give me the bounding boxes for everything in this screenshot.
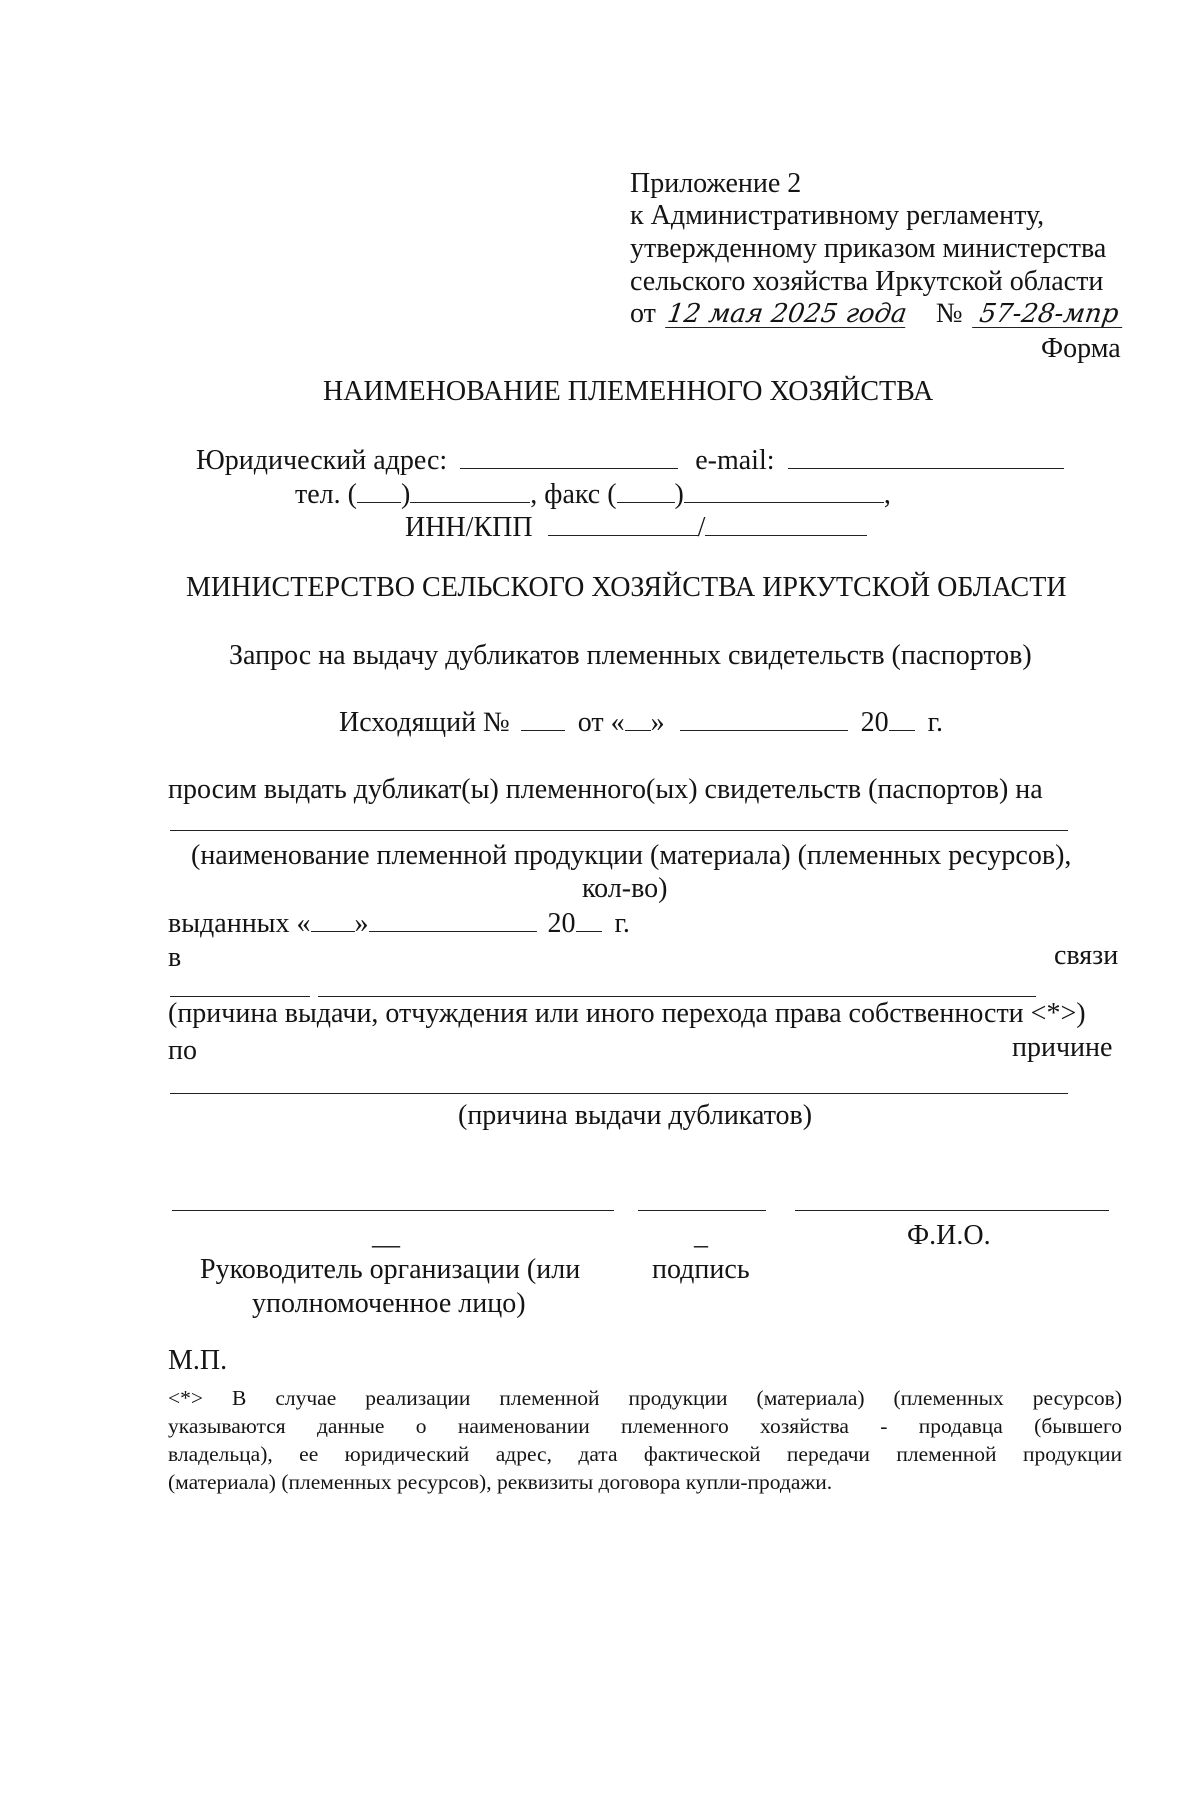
phone-label: тел. ( [295, 479, 357, 510]
inn-label: ИНН/КПП [405, 512, 533, 543]
head-label-line-2: уполномоченное лицо) [252, 1288, 526, 1319]
appendix-date-line [630, 300, 1124, 328]
outgoing-day-field [625, 729, 651, 731]
fax-code-field [617, 501, 675, 503]
outgoing-from: от « [577, 707, 625, 738]
reason-hint: (причина выдачи, отчуждения или иного перехода права собственности <*>) [168, 998, 1086, 1029]
issued-month-field [369, 930, 537, 932]
sign-dash: _ [694, 1220, 708, 1251]
kpp-field [705, 534, 867, 536]
product-field-line [170, 830, 1068, 831]
footnote-line-3: владельца), ее юридический адрес, дата фактической передачи племенной продукции [168, 1442, 1122, 1466]
outgoing-quote-close: » [650, 707, 665, 738]
outgoing-label: Исходящий № [339, 707, 510, 738]
appendix-line-1: Приложение 2 [630, 168, 802, 199]
phone-row [295, 481, 891, 509]
fax-number-field [684, 501, 884, 503]
duplicate-reason-field-line [170, 1093, 1068, 1094]
product-hint-line-1: (наименование племенной продукции (материала) (племенных ресурсов), [191, 840, 1072, 871]
farm-name-title: НАИМЕНОВАНИЕ ПЛЕМЕННОГО ХОЗЯЙСТВА [323, 376, 934, 407]
in-word: в [168, 942, 182, 973]
inn-field [548, 534, 698, 536]
inn-separator: / [697, 512, 706, 543]
email-label: e-mail: [695, 445, 775, 476]
footnote [168, 1384, 1122, 1496]
address-row [196, 447, 1064, 475]
by-word: по [168, 1035, 197, 1066]
issued-day-field [311, 930, 355, 932]
outgoing-number-field [521, 729, 565, 731]
form-label: Форма [1041, 333, 1121, 364]
issued-label: выданных « [168, 908, 311, 939]
head-signature-line [172, 1210, 614, 1211]
fax-close: ) [674, 479, 684, 510]
appendix-line-3: утвержденному приказом министерства [630, 233, 1107, 264]
reason-field-line-long [318, 996, 1036, 997]
issued-year-field [576, 930, 602, 932]
outgoing-year-field [889, 729, 915, 731]
cause-word: причине [1012, 1032, 1113, 1063]
phone-number-field [410, 501, 530, 503]
handwritten-date: 12 мая 2025 года [665, 299, 909, 329]
connection-word: связи [1054, 940, 1119, 971]
fio-label: Ф.И.О. [907, 1220, 991, 1251]
request-line: просим выдать дубликат(ы) племенного(ых) свидетельств (паспортов) на [168, 774, 1043, 805]
address-field [460, 467, 678, 469]
stamp-label: М.П. [168, 1345, 228, 1376]
issued-year-prefix: 20 [547, 908, 576, 939]
reason-field-line-short [170, 996, 310, 997]
outgoing-row [339, 709, 943, 737]
fax-label: , факс ( [530, 479, 617, 510]
handwritten-number: 57-28-мпр [972, 301, 1126, 328]
appendix-line-4: сельского хозяйства Иркутской области [630, 266, 1104, 297]
request-title: Запрос на выдачу дубликатов племенных свидетельств (паспортов) [229, 640, 1032, 671]
product-hint-line-2: кол-во) [582, 873, 668, 904]
outgoing-year-suffix: г. [927, 707, 943, 738]
footnote-line-4: (материала) (племенных ресурсов), реквизиты договора купли-продажи. [168, 1470, 833, 1494]
issued-quote-close: » [354, 908, 369, 939]
appendix-number-label: № [935, 298, 963, 329]
appendix-from-label: от [630, 298, 656, 329]
sign-label: подпись [652, 1254, 750, 1285]
footnote-line-1: <*> В случае реализации племенной продукции (материала) (племенных ресурсов) [168, 1386, 1122, 1410]
issued-row [168, 910, 630, 938]
head-label-line-1: Руководитель организации (или [200, 1254, 581, 1285]
head-dash: __ [372, 1220, 400, 1251]
email-field [788, 467, 1064, 469]
phone-code-field [357, 501, 401, 503]
issued-year-suffix: г. [614, 908, 630, 939]
outgoing-year-prefix: 20 [860, 707, 889, 738]
inn-row [405, 514, 867, 542]
appendix-line-2: к Административному регламенту, [630, 200, 1045, 231]
ministry-title: МИНИСТЕРСТВО СЕЛЬСКОГО ХОЗЯЙСТВА ИРКУТСКОЙ ОБЛАСТИ [186, 572, 1067, 603]
phone-close: ) [400, 479, 411, 510]
trailing-comma: , [883, 479, 891, 510]
address-label: Юридический адрес: [196, 445, 448, 476]
fio-line [795, 1210, 1109, 1211]
duplicate-hint: (причина выдачи дубликатов) [458, 1100, 813, 1131]
signature-line [638, 1210, 766, 1211]
footnote-line-2: указываются данные о наименовании племенного хозяйства - продавца (бывшего [168, 1414, 1122, 1438]
outgoing-month-field [680, 729, 848, 731]
